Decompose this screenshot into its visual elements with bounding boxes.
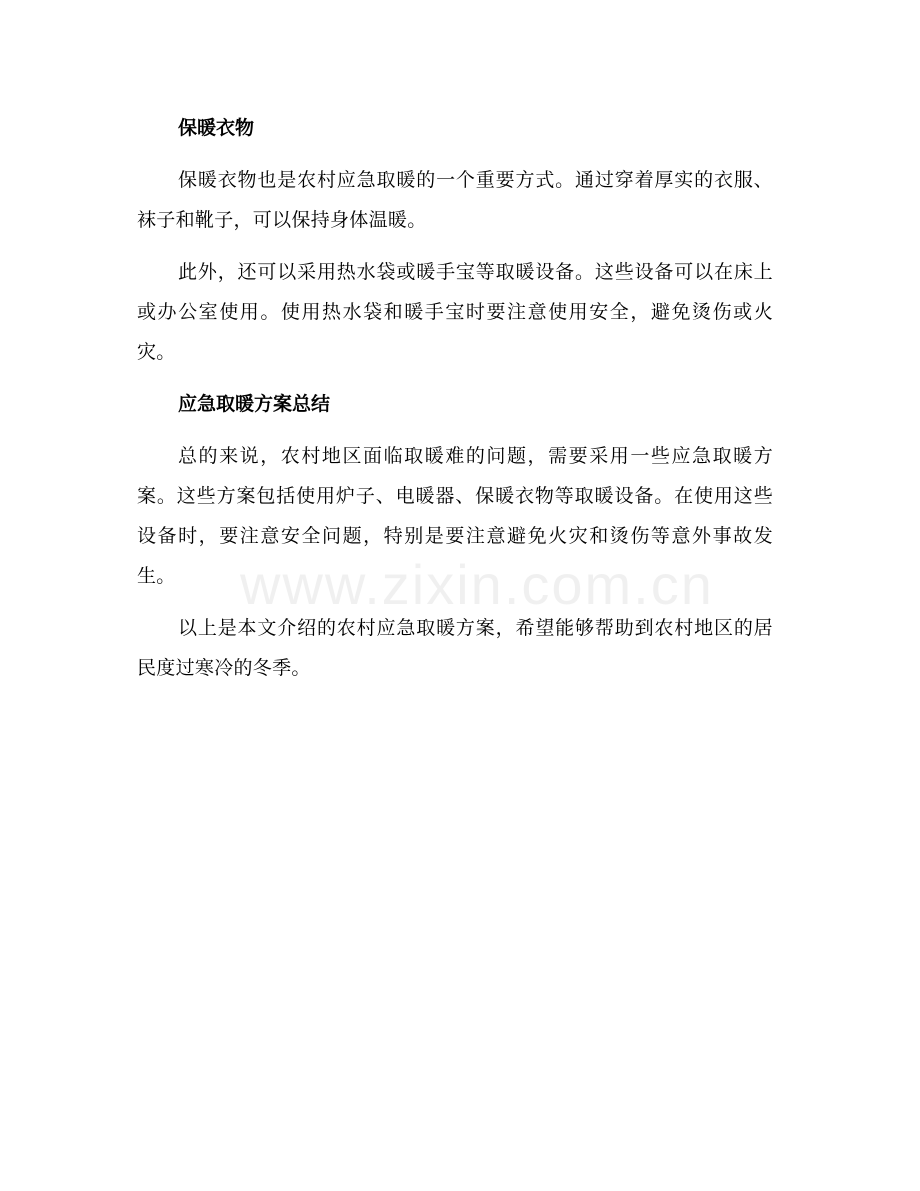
paragraph: 此外，还可以采用热水袋或暖手宝等取暖设备。这些设备可以在床上或办公室使用。使用热水袋和暖手宝时要注意使用安全，避免烫伤或火灾。 (137, 261, 773, 363)
document-page (137, 108, 773, 700)
section-heading-warm-clothing: 保暖衣物 (178, 117, 255, 139)
paragraph: 以上是本文介绍的农村应急取暖方案，希望能够帮助到农村地区的居民度过寒冷的冬季。 (137, 617, 773, 679)
watermark: www.zixin.com.cn (240, 553, 714, 616)
section-heading-summary: 应急取暖方案总结 (178, 393, 331, 415)
paragraph: 保暖衣物也是农村应急取暖的一个重要方式。通过穿着厚实的衣服、袜子和靴子，可以保持身体温暖。 (137, 169, 773, 231)
paragraph: 总的来说，农村地区面临取暖难的问题，需要采用一些应急取暖方案。这些方案包括使用炉子、电暖器、保暖衣物等取暖设备。在使用这些设备时，要注意安全问题，特别是要注意避免火灾和烫伤等意外事故发生。 (137, 445, 773, 587)
